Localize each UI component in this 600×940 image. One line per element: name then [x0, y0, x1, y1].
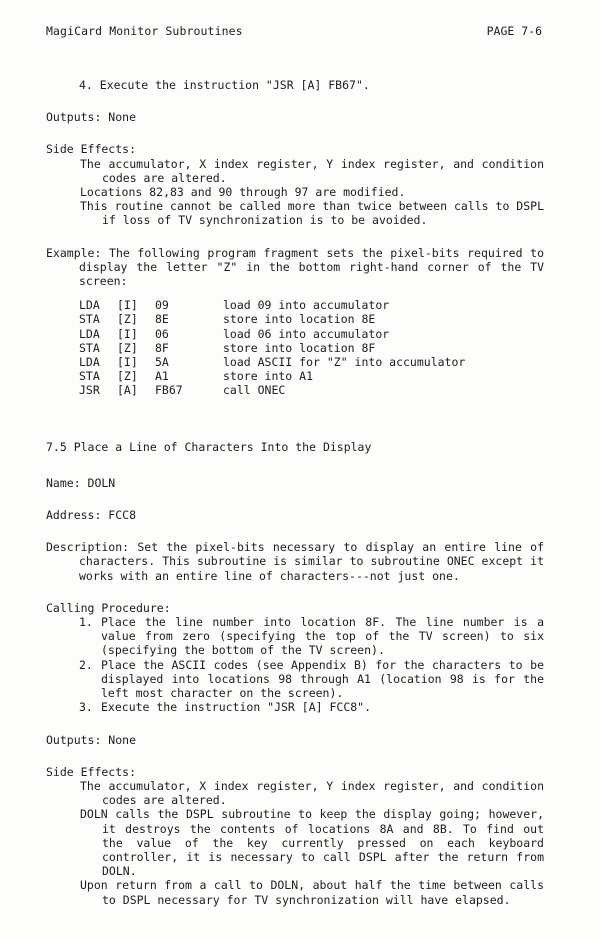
code-operand: 8E: [155, 312, 169, 327]
side-effects-heading-1: Side Effects:: [46, 142, 137, 157]
outputs-none-1: Outputs: None: [46, 110, 137, 125]
step-text: Place the line number into location 8F. The line number is a value from zero (specifying the top of the TV screen) to six (specifying the bottom of the TV screen).: [101, 615, 544, 658]
list-item: [46, 615, 544, 658]
code-operand: A1: [155, 369, 169, 384]
side-effect-1-1: The accumulator, X index register, Y index register, and condition codes are altered.: [80, 156, 544, 185]
code-line: [79, 327, 465, 341]
side-effect-2-2: DOLN calls the DSPL subroutine to keep the display going; however, it destroys the contents of locations 8A and 8B. To find out the value of the key currently pressed on each keyboard controller, it is necessary to call DSPL after the return from DOLN.: [80, 807, 544, 879]
code-line: [79, 383, 465, 397]
code-mode: [Z]: [117, 340, 138, 355]
step-4-execute: 4. Execute the instruction "JSR [A] FB67".: [79, 78, 370, 92]
page-body: [46, 78, 544, 907]
step-text: Execute the instruction "JSR [A] FCC8".: [101, 700, 372, 715]
code-mode: [I]: [117, 326, 138, 341]
code-comment: store into A1: [223, 369, 314, 384]
example-paragraph: Example: The following program fragment sets the pixel-bits required to display the letter "Z" in the bottom right-hand corner of the TV screen:: [46, 245, 544, 289]
step-number: 3.: [79, 700, 93, 715]
code-opcode: JSR: [79, 383, 100, 398]
code-operand: 06: [155, 326, 169, 341]
code-line: [79, 312, 465, 326]
code-mode: [A]: [117, 383, 138, 398]
side-effect-2-1: The accumulator, X index register, Y index register, and condition codes are altered.: [80, 778, 544, 808]
routine-name: Name: DOLN: [46, 475, 116, 490]
routine-address: Address: FCC8: [46, 508, 137, 523]
step-number: 1.: [79, 615, 93, 630]
code-mode: [I]: [117, 298, 138, 313]
list-item: [46, 658, 544, 701]
code-listing: [79, 298, 465, 397]
calling-procedure-steps: [46, 615, 544, 714]
side-effect-1-3: This routine cannot be called more than twice between calls to DSPL if loss of TV synchronization is to be avoided.: [80, 199, 544, 228]
calling-procedure-heading: Calling Procedure:: [46, 600, 171, 615]
step-number: 2.: [79, 657, 93, 672]
code-opcode: LDA: [79, 298, 100, 313]
code-operand: 09: [155, 298, 169, 313]
page-number: PAGE 7-6: [486, 24, 542, 38]
code-opcode: STA: [79, 369, 100, 384]
code-opcode: LDA: [79, 355, 100, 370]
side-effect-1-2: Locations 82,83 and 90 through 97 are modified.: [80, 185, 406, 200]
running-header-title: MagiCard Monitor Subroutines: [46, 24, 243, 38]
code-comment: store into location 8F: [223, 340, 376, 355]
code-mode: [I]: [117, 355, 138, 370]
code-line: [79, 369, 465, 383]
step-text: Place the ASCII codes (see Appendix B) for the characters to be displayed into locations 98 through A1 (location 98 is for the left most character on the screen).: [101, 657, 544, 701]
code-operand: FB67: [155, 383, 183, 398]
code-operand: 5A: [155, 355, 169, 370]
code-operand: 8F: [155, 340, 169, 355]
code-mode: [Z]: [117, 369, 138, 384]
code-comment: load 09 into accumulator: [223, 298, 390, 313]
code-comment: call ONEC: [223, 383, 286, 398]
code-opcode: STA: [79, 340, 100, 355]
code-mode: [Z]: [117, 312, 138, 327]
code-line: [79, 355, 465, 369]
list-item: [46, 700, 544, 714]
code-line: [79, 298, 465, 312]
side-effects-heading-2: Side Effects:: [46, 764, 137, 779]
code-comment: store into location 8E: [223, 312, 376, 327]
code-opcode: LDA: [79, 326, 100, 341]
routine-description: Description: Set the pixel-bits necessary to display an entire line of characters. This subroutine is similar to subroutine ONEC except it works with an entire line of characters---not just one.: [46, 540, 544, 583]
code-comment: load 06 into accumulator: [223, 326, 390, 341]
side-effect-2-3: Upon return from a call to DOLN, about half the time between calls to DSPL necessary for TV synchronization will have elapsed.: [80, 878, 544, 907]
section-heading: 7.5 Place a Line of Characters Into the Display: [46, 439, 372, 454]
outputs-none-2: Outputs: None: [46, 732, 137, 747]
code-comment: load ASCII for "Z" into accumulator: [223, 355, 466, 370]
code-opcode: STA: [79, 312, 100, 327]
code-line: [79, 341, 465, 355]
